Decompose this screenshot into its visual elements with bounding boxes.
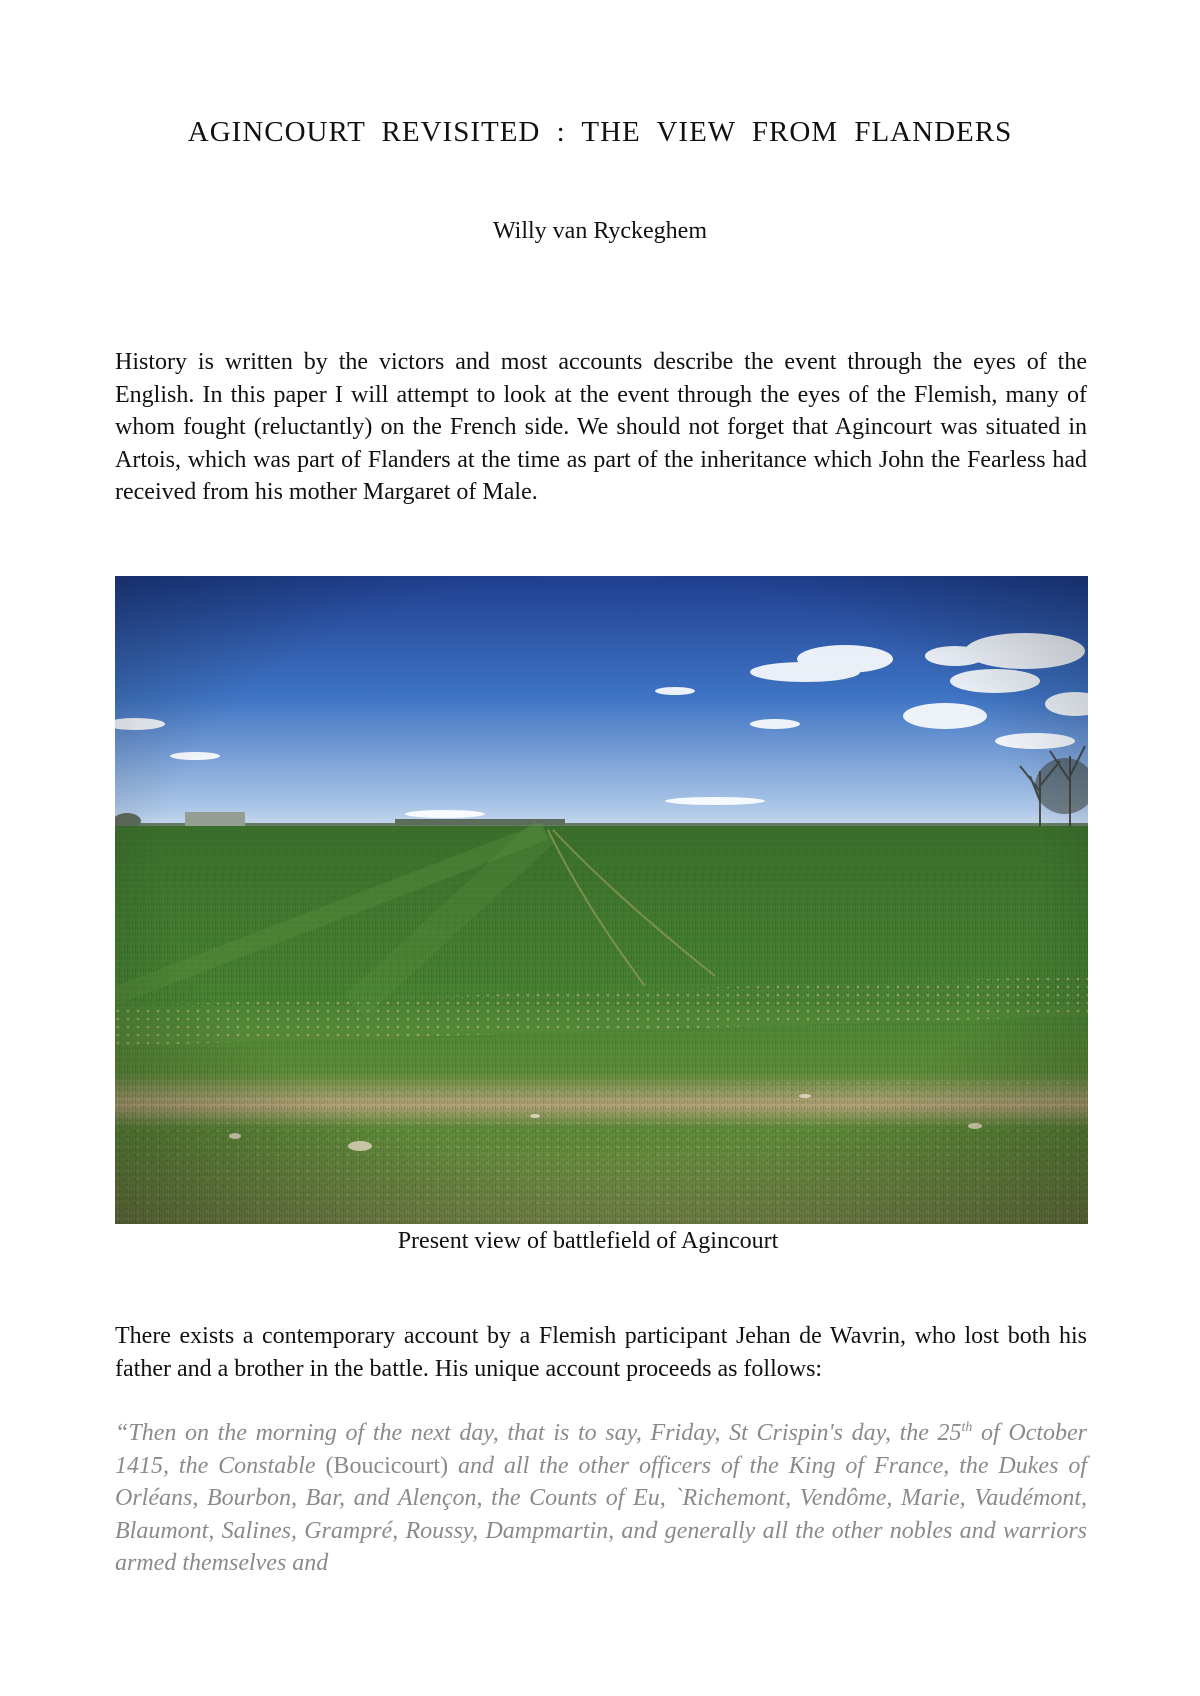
author-name: Willy van Ryckeghem (492, 218, 708, 244)
quote-part-2: of October 1415, the Constable (115, 1420, 1087, 1479)
intro-paragraph: History is written by the victors and most accounts describe the event through the eyes of the English. In this paper I will attempt to look at the event through the eyes of the Flemish, many of whom fought (reluctantly) on the French side. We should not forget that Agincourt was situated in Artois, which was part of Flanders at the time as part of the inheritance which John the Fearless had received from his mother Margaret of Male. (115, 349, 1087, 505)
figure-caption: Present view of battlefield of Agincourt (397, 1228, 779, 1254)
wavrin-quote (115, 1417, 1087, 1580)
second-paragraph: There exists a contemporary account by a Flemish participant Jehan de Wavrin, who lost both his father and a brother in the battle. His unique account proceeds as follows: (115, 1323, 1087, 1382)
quote-part-1: “Then on the morning of the next day, that is to say, Friday, St Crispin's day, the 25 (115, 1420, 962, 1446)
document-title: AGINCOURT REVISITED : THE VIEW FROM FLANDERS (187, 116, 1013, 148)
battlefield-photo (115, 576, 1088, 1224)
quote-upright: (Boucicourt) (325, 1452, 449, 1479)
quote-part-3: and all the other officers of the King of France, the Dukes of Orléans, Bourbon, Bar, and Alençon, the Counts of Eu, `Richemont, Vendôme, Marie, Vaudémont, Blaumont, Salines, Grampré, Roussy, Dampmartin, and generally all the other nobles and warriors armed themselves and (115, 1452, 1088, 1576)
quote-superscript: th (961, 1420, 973, 1435)
battlefield-photo-illustration (115, 576, 1088, 1224)
